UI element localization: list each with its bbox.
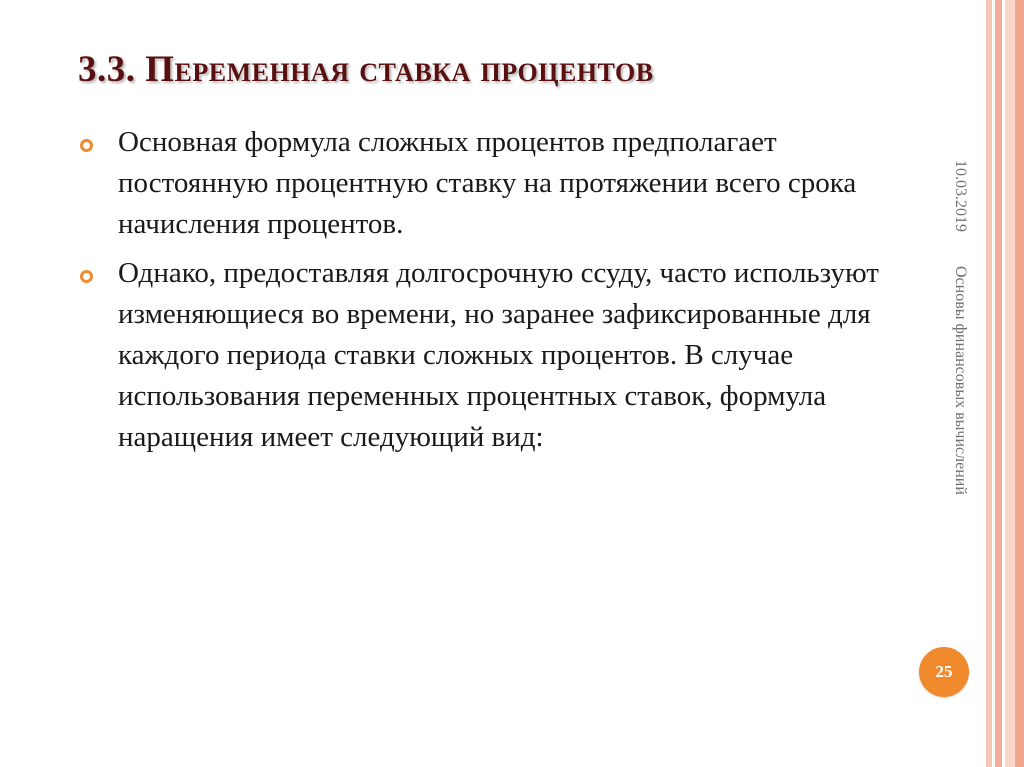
decorative-stripe [1015,0,1024,767]
page-number: 25 [935,662,953,681]
page-number-badge [919,647,969,697]
slide-date: 10.03.2019 [952,160,969,232]
bullet-text: Основная формула сложных процентов предполагает постоянную процентную ставку на протяжении всего срока начисления процентов. [118,126,857,240]
bullet-item [78,253,888,458]
bullet-circle-icon [80,270,93,283]
decorative-stripe [1005,0,1015,767]
decorative-stripes [986,0,1024,767]
course-title: Основы финансовых вычислений [952,266,969,495]
bullet-item [78,122,888,245]
decorative-stripe [995,0,1002,767]
bullet-text: Однако, предоставляя долгосрочную ссуду, часто используют изменяющиеся во времени, но заранее зафиксированные для каждого периода ставки сложных процентов. В случае использования переменных процентных ставок, формула наращения имеет следующий вид: [118,257,879,453]
vertical-footer [940,160,980,560]
bullet-circle-icon [80,139,93,152]
slide-title: 3.3. Переменная ставка процентов [78,49,654,90]
bullet-list [78,122,888,466]
